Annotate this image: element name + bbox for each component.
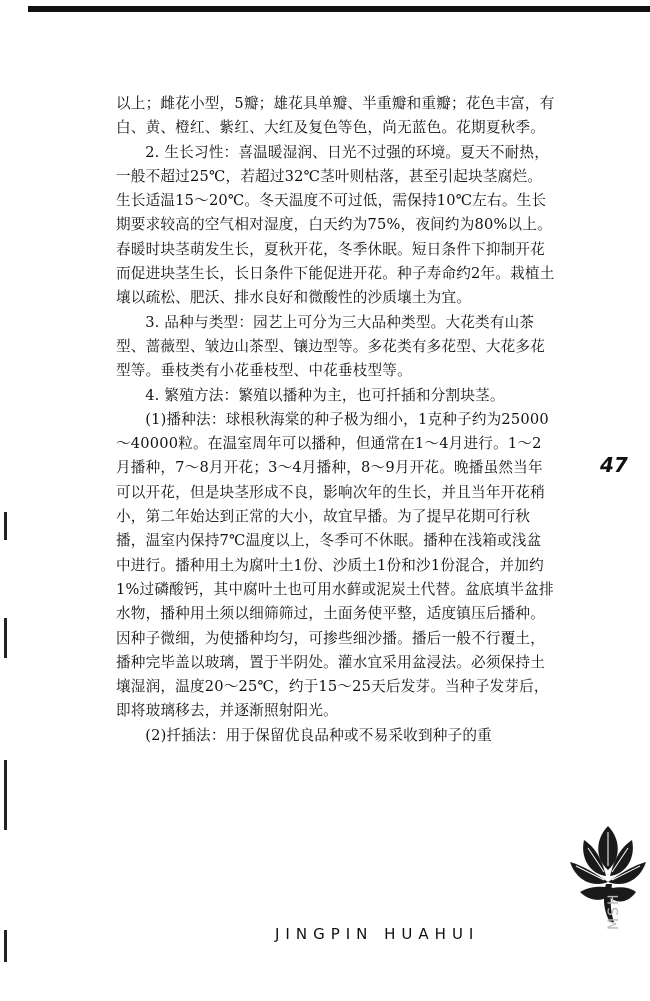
paragraph-sowing-method: (1)播种法：球根秋海棠的种子极为细小，1克种子约为25000～40000粒。在温室周年可以播种，但通常在1～4月进行。1～2月播种，7～8月开花；3～4月播种，8～9月开花。晚播虽然当年可以开花，但是块茎形成不良，影响次年的生长，并且当年开花稍小，第二年始达到正常的大小，故宜早播。为了提早花期可行秋播，温室内保持7℃温度以上，冬季可不休眠。播种在浅箱或浅盆中进行。播种用土为腐叶土1份、沙质土1份和沙1份混合，并加约1%过磷酸钙，其中腐叶土也可用水藓或泥炭土代替。盆底填半盆排水物，播种用土须以细筛筛过，土面务使平整，适度镇压后播种。因种子微细，为使播种均匀，可掺些细沙播。播后一般不行覆土，播种完毕盖以玻璃，置于半阴处。灌水宜采用盆浸法。必须保持土壤湿润，温度20～25℃，约于15～25天后发芽。当种子发芽后，即将玻璃移去，并逐渐照射阳光。 [116,410,554,720]
footer-series-title: JINGPIN HUAHUI [275,925,480,943]
watermark: MSH [606,892,622,930]
page-number: 47 [600,453,628,477]
paragraph-varieties: 3. 品种与类型：园艺上可分为三大品种类型。大花类有山茶型、蔷薇型、皱边山茶型、镶边型等。多花类有多花型、大花多花型等。垂枝类有小花垂枝型、中花垂枝型等。 [116,313,546,380]
paragraph-cutting-method: (2)扦插法：用于保留优良品种或不易采收到种子的重 [145,726,492,744]
left-margin-mark [4,760,7,830]
body-text [116,92,556,748]
paragraph-propagation: 4. 繁殖方法：繁殖以播种为主，也可扦插和分割块茎。 [145,386,505,404]
paragraph-growth-habits: 2. 生长习性：喜温暖湿润、日光不过强的环境。夏天不耐热，一般不超过25℃，若超过32℃茎叶则枯落，甚至引起块茎腐烂。生长适温15～20℃。冬天温度不可过低，需保持10℃左右。生长期要求较高的空气相对湿度，白天约为75%，夜间约为80%以上。春暖时块茎萌发生长，夏秋开花，冬季休眠。短日条件下抑制开花而促进块茎生长，长日条件下能促进开花。种子寿命约2年。栽植土壤以疏松、肥沃、排水良好和微酸性的沙质壤土为宜。 [116,143,555,307]
top-border-rule [28,6,650,12]
left-margin-mark [4,512,7,540]
paragraph-flower-description: 以上；雌花小型，5瓣；雄花具单瓣、半重瓣和重瓣；花色丰富，有白、黄、橙红、紫红、大红及复色等色，尚无蓝色。花期夏秋季。 [116,95,555,137]
left-margin-mark [4,618,7,658]
left-margin-mark [4,930,7,962]
